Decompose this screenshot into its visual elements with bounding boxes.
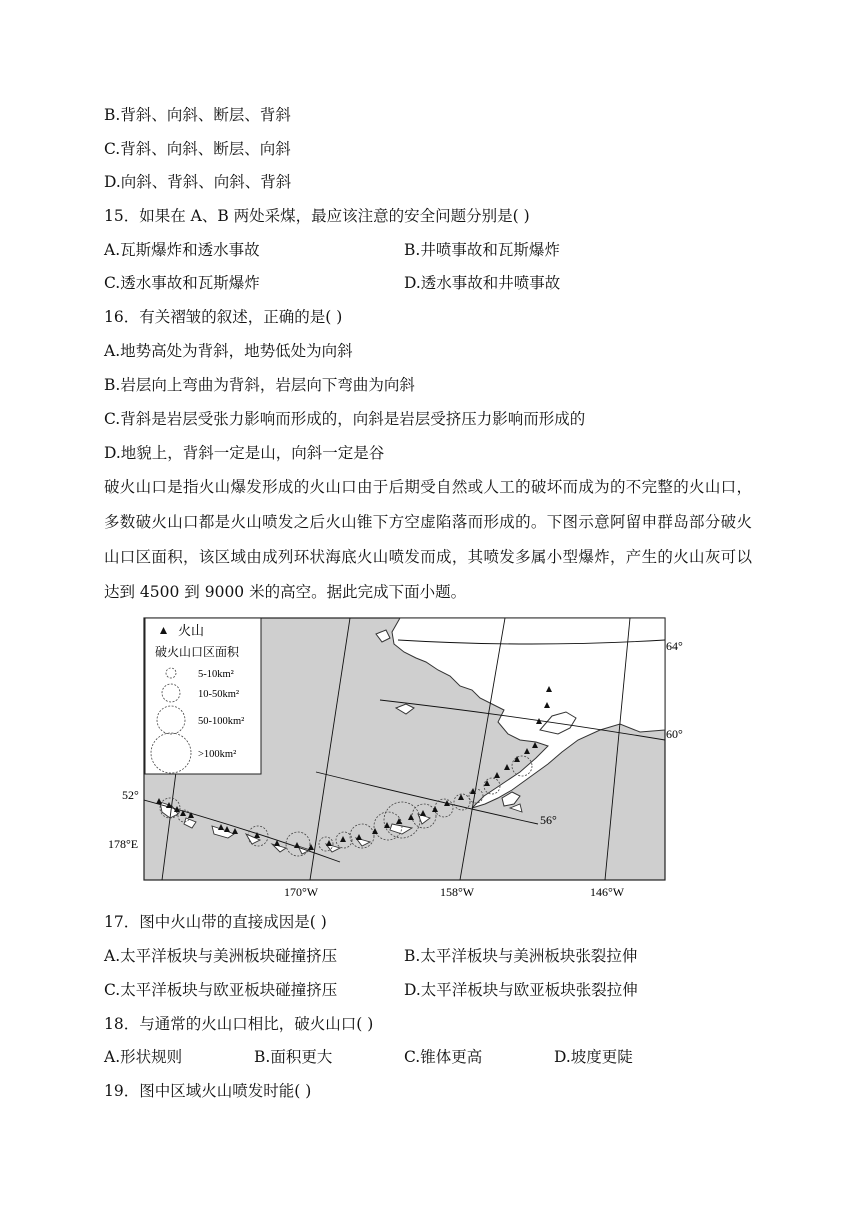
lon-label-178e: 178°E [108,837,139,851]
q15-option-d: D.透水事故和井喷事故 [404,274,561,292]
q18-option-c: C.锥体更高 [404,1048,483,1066]
q14-option-d: D.向斜、背斜、向斜、背斜 [104,173,292,191]
legend-volcano-label: 火山 [178,623,205,638]
q18-stem: 18．与通常的火山口相比，破火山口( ) [104,1015,374,1033]
lon-label-146w: 146°W [590,885,625,899]
q17-option-c: C.太平洋板块与欧亚板块碰撞挤压 [104,981,338,999]
q15-option-b: B.井喷事故和瓦斯爆炸 [404,241,560,259]
lon-label-170w: 170°W [284,885,319,899]
q17-stem: 17．图中火山带的直接成因是( ) [104,913,327,931]
q17-option-b: B.太平洋板块与美洲板块张裂拉伸 [404,947,638,965]
q18-option-b: B.面积更大 [254,1048,333,1066]
q14-option-b: B.背斜、向斜、断层、背斜 [104,106,291,124]
lon-label-158w: 158°W [440,885,475,899]
q15-stem: 15．如果在 A、B 两处采煤，最应该注意的安全问题分别是( ) [104,207,530,225]
legend-size-1: 5-10km² [198,669,234,680]
aleutian-caldera-map [100,612,683,902]
passage-text: 破火山口是指火山爆发形成的火山口由于后期受自然或人工的破坏而成为的不完整的火山口，多数破火山口都是火山喷发之后火山锥下方空虚陷落而形成的。下图示意阿留申群岛部分破火山口区面积，该区域由成列环状海底火山喷发而成，其喷发多属小型爆炸，产生的火山灰可以达到 4500 到 9000 米的高空。据此完成下面小题。 [104,478,752,601]
q16-option-a: A.地势高处为背斜，地势低处为向斜 [104,342,353,360]
legend-caldera-title: 破火山口区面积 [155,645,240,659]
q19-stem: 19．图中区域火山喷发时能( ) [104,1082,312,1100]
q15-option-c: C.透水事故和瓦斯爆炸 [104,274,260,292]
q16-option-d: D.地貌上，背斜一定是山，向斜一定是谷 [104,444,385,462]
lat-label-56: 56° [540,813,557,827]
q14-option-c: C.背斜、向斜、断层、向斜 [104,140,291,158]
q15-option-a: A.瓦斯爆炸和透水事故 [104,241,260,259]
q16-option-c: C.背斜是岩层受张力影响而形成的，向斜是岩层受挤压力影响而形成的 [104,410,586,428]
lat-label-64: 64° [666,639,683,653]
q18-option-d: D.坡度更陡 [554,1048,633,1066]
lat-label-52: 52° [122,788,139,802]
q16-stem: 16．有关褶皱的叙述，正确的是( ) [104,308,343,326]
legend-size-4: >100km² [198,749,237,760]
legend-size-3: 50-100km² [198,716,245,727]
legend-size-2: 10-50km² [198,689,240,700]
map-legend [145,618,261,774]
q18-option-a: A.形状规则 [104,1048,183,1066]
lat-label-60: 60° [666,727,683,741]
q16-option-b: B.岩层向上弯曲为背斜，岩层向下弯曲为向斜 [104,376,415,394]
q17-option-d: D.太平洋板块与欧亚板块张裂拉伸 [404,981,638,999]
q17-option-a: A.太平洋板块与美洲板块碰撞挤压 [104,947,338,965]
